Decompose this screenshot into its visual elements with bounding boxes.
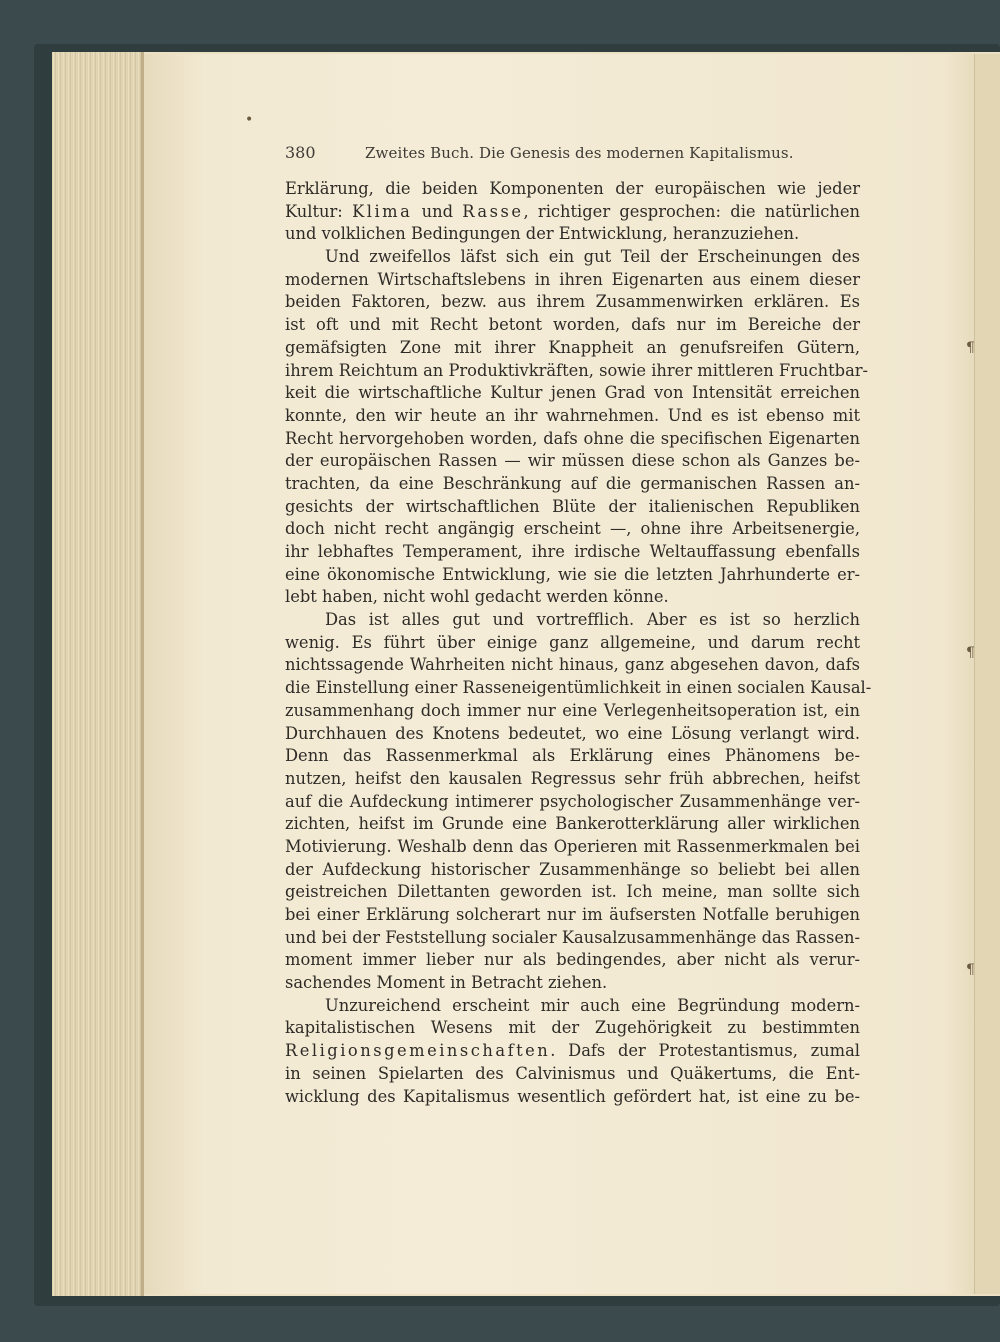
text-line: modernen Wirtschaftslebens in ihren Eigenarten aus einem dieser bbox=[285, 269, 860, 289]
text-line: kapitalistischen Wesens mit der Zugehörigkeit zu bestimmten bbox=[285, 1018, 860, 1038]
text-line: gesichts der wirtschaftlichen Blüte der italienischen Republiken bbox=[285, 496, 860, 516]
text-line: auf die Aufdeckung intimerer psychologischer Zusammenhänge ver- bbox=[285, 791, 860, 811]
text-line: die Einstellung einer Rasseneigentümlichkeit in einen socialen Kausal- bbox=[285, 678, 872, 698]
text-line: in seinen Spielarten des Calvinismus und Quäkertums, die Ent- bbox=[285, 1063, 860, 1083]
text-line: konnte, den wir heute an ihr wahrnehmen. Und es ist ebenso mit bbox=[285, 405, 860, 425]
text-line: sachendes Moment in Betracht ziehen. bbox=[285, 973, 608, 993]
text-line: Durchhauen des Knotens bedeutet, wo eine Lösung verlangt wird. bbox=[285, 723, 860, 743]
emphasis-rasse: Rasse bbox=[462, 201, 524, 221]
text-line: wicklung des Kapitalismus wesentlich gefördert hat, ist eine zu be- bbox=[285, 1086, 860, 1106]
text-line: trachten, da eine Beschränkung auf die germanischen Rassen an- bbox=[285, 473, 860, 493]
text-line: ihr lebhaftes Temperament, ihre irdische Weltauffassung ebenfalls bbox=[285, 542, 860, 561]
text-line: Erklärung, die beiden Komponenten der europäischen wie jeder bbox=[285, 179, 860, 198]
text-line: Recht hervorgehoben worden, dafs ohne die specifischen Eigenarten bbox=[285, 428, 860, 448]
text-line: wenig. Es führt über einige ganz allgemeine, und darum recht bbox=[285, 632, 860, 652]
text-line: nutzen, heifst den kausalen Regressus sehr früh abbrechen, heifst bbox=[285, 768, 860, 788]
text-line: eine ökonomische Entwicklung, wie sie die letzten Jahrhunderte er- bbox=[285, 564, 860, 584]
text-line: der europäischen Rassen — wir müssen diese schon als Ganzes be- bbox=[285, 451, 860, 471]
text-line: zichten, heifst im Grunde eine Bankerotterklärung aller wirklichen bbox=[285, 814, 860, 834]
emphasis-religionsgemeinschaften: Religionsgemeinschaften bbox=[285, 1041, 551, 1061]
text-line: ihrem Reichtum an Produktivkräften, sowie ihrer mittleren Fruchtbar- bbox=[285, 360, 869, 380]
emphasis-klima: Klima bbox=[352, 201, 413, 221]
text-line: moment immer lieber nur als bedingendes, aber nicht als verur- bbox=[285, 950, 860, 970]
text-line: Motivierung. Weshalb denn das Operieren mit Rassenmerkmalen bei bbox=[285, 836, 860, 856]
text-line: und volklichen Bedingungen der Entwicklung, heranzuziehen. bbox=[285, 224, 800, 244]
text-line bbox=[285, 1040, 860, 1063]
text-line: der Aufdeckung historischer Zusammenhänge so beliebt bei allen bbox=[285, 859, 860, 879]
paragraph-start: Und zweifellos läfst sich ein gut Teil der Erscheinungen des bbox=[325, 247, 860, 267]
text-line: und bei der Feststellung socialer Kausalzusammenhänge das Rassen- bbox=[285, 927, 860, 947]
text-line bbox=[285, 201, 860, 224]
paragraph-start: Unzureichend erscheint mir auch eine Begründung modern- bbox=[325, 995, 860, 1015]
running-title: Zweites Buch. Die Genesis des modernen Kapitalismus. bbox=[365, 144, 794, 162]
text-line: ist oft und mit Recht betont worden, dafs nur im Bereiche der bbox=[285, 315, 860, 335]
text-line: bei einer Erklärung solcherart nur im äufsersten Notfalle beruhigen bbox=[285, 905, 860, 924]
margin-mark: ¶ bbox=[966, 962, 975, 978]
text-line: keit die wirtschaftliche Kultur jenen Grad von Intensität erreichen bbox=[285, 383, 860, 403]
margin-dot: • bbox=[245, 112, 254, 128]
text-line: zusammenhang doch immer nur eine Verlegenheitsoperation ist, ein bbox=[285, 700, 860, 720]
page-edges bbox=[52, 52, 144, 1296]
text-span: und bbox=[421, 201, 453, 221]
text-line: Denn das Rassenmerkmal als Erklärung eines Phänomens be- bbox=[285, 746, 860, 766]
margin-mark: ¶ bbox=[966, 645, 975, 661]
text-line: geistreichen Dilettanten geworden ist. Ich meine, man sollte sich bbox=[285, 882, 860, 902]
text-span: . Dafs der Protestantismus, zumal bbox=[550, 1041, 860, 1061]
text-line: nichtssagende Wahrheiten nicht hinaus, ganz abgesehen davon, dafs bbox=[285, 655, 860, 675]
paragraph-start: Das ist alles gut und vortrefflich. Aber es ist so herzlich bbox=[325, 610, 860, 630]
margin-mark: ¶ bbox=[966, 340, 975, 356]
text-span: , richtiger gesprochen: die natürlichen bbox=[523, 201, 860, 221]
text-line: beiden Faktoren, bezw. aus ihrem Zusammenwirken erklären. Es bbox=[285, 292, 860, 312]
facing-page-edge bbox=[974, 54, 1000, 1294]
text-line: gemäfsigten Zone mit ihrer Knappheit an genufsreifen Gütern, bbox=[285, 337, 860, 357]
text-line: lebt haben, nicht wohl gedacht werden könne. bbox=[285, 587, 669, 607]
text-line: doch nicht recht angängig erscheint —, ohne ihre Arbeitsenergie, bbox=[285, 519, 860, 539]
body-text bbox=[285, 178, 872, 1108]
page-number: 380 bbox=[285, 143, 316, 162]
text-span: Kultur: bbox=[285, 201, 343, 221]
